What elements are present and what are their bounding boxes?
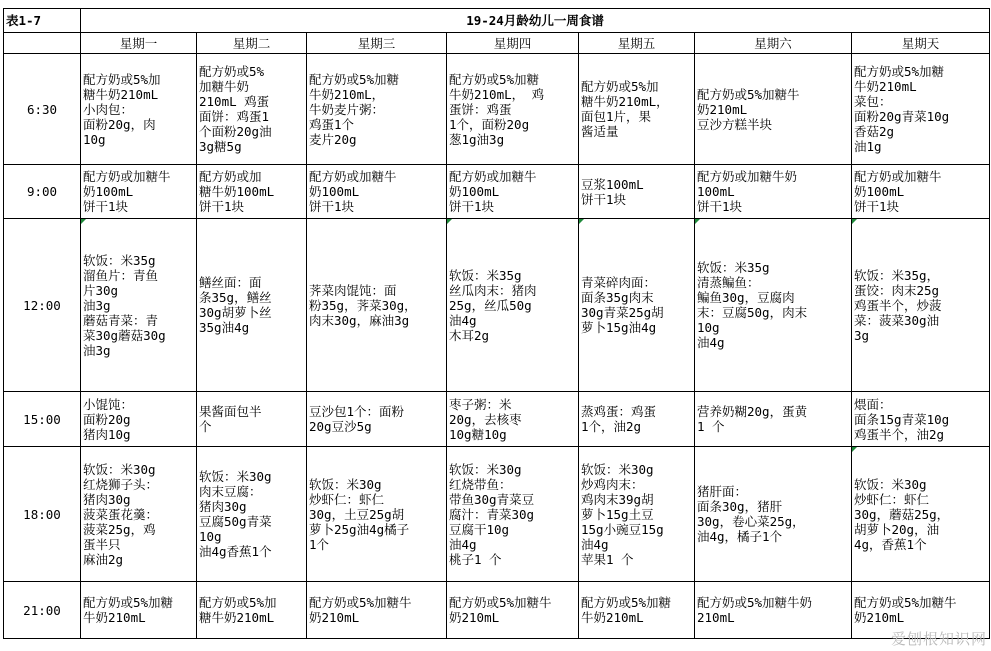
menu-cell[interactable] [852,392,990,447]
menu-cell-text: 豆沙包1个：面粉 20g豆沙5g [309,404,405,434]
menu-cell-text: 软饭：米30g 肉末豆腐： 猪肉30g 豆腐50g青菜 10g 油4g香蕉1个 [199,469,272,559]
menu-cell[interactable] [307,392,447,447]
menu-cell-text: 软饭：米30g 炒鸡肉末： 鸡肉末39g胡 萝卜15g土豆 15g小豌豆15g 油4g 苹果1 个 [581,461,664,567]
day-header[interactable]: 星期三 [307,33,447,54]
menu-cell-text: 配方奶或5%加 糖牛奶210mL [199,595,277,625]
menu-cell-text: 蒸鸡蛋：鸡蛋 1个，油2g [581,404,657,434]
menu-cell-text: 软饭：米30g 红烧带鱼： 带鱼30g青菜豆 腐汁：青菜30g 豆腐干10g 油4g 桃子1 个 [449,461,535,567]
menu-cell[interactable] [447,54,579,165]
day-header-row [4,33,990,54]
meal-row [4,219,990,392]
table-title[interactable]: 19-24月龄幼儿一周食谱 [81,9,990,33]
menu-cell[interactable] [579,165,695,219]
meal-row [4,392,990,447]
menu-cell-text: 软饭：米30g 红烧狮子头： 猪肉30g 菠菜蛋花羹： 菠菜25g，鸡 蛋半只 麻油2g [83,461,159,567]
menu-cell[interactable] [81,447,197,582]
menu-cell-text: 配方奶或5%加糖 牛奶210mL， 鸡 蛋饼：鸡蛋 1个，面粉20g 葱1g油3g [449,71,545,147]
menu-cell-text: 配方奶或5% 加糖牛奶 210mL 鸡蛋 面饼：鸡蛋1 个面粉20g油 3g糖5g [199,64,272,154]
menu-cell-text: 软饭：米30g 炒虾仁：虾仁 30g，蘑菇25g， 胡萝卜20g，油 4g，香蕉1个 [854,476,950,552]
meal-row [4,447,990,582]
menu-cell-text: 配方奶或5%加糖 牛奶210mL [581,595,672,625]
menu-cell[interactable] [307,582,447,639]
meal-time-cell[interactable]: 9:00 [4,165,81,219]
day-header[interactable]: 星期天 [852,33,990,54]
meal-time-cell[interactable]: 6:30 [4,54,81,165]
menu-cell[interactable] [197,582,307,639]
menu-cell[interactable] [81,392,197,447]
day-header[interactable]: 星期五 [579,33,695,54]
meal-time-cell[interactable]: 21:00 [4,582,81,639]
day-header[interactable]: 星期一 [81,33,197,54]
menu-cell-text: 配方奶或5%加糖牛 奶210mL 豆沙方糕半块 [697,86,800,132]
menu-cell-text: 配方奶或加糖牛奶 100mL 饼干1块 [697,169,798,214]
cell-note-marker-icon [852,219,857,224]
menu-cell[interactable] [307,165,447,219]
menu-cell-text: 鳝丝面：面 条35g，鳝丝 30g胡萝卜丝 35g油4g [199,275,272,335]
menu-cell[interactable] [695,447,852,582]
meal-row [4,54,990,165]
menu-cell[interactable] [447,582,579,639]
menu-cell-text: 配方奶或5%加糖 牛奶210mL， 牛奶麦片粥： 鸡蛋1个 麦片20g [309,71,400,147]
menu-cell-text: 软饭：米35g 丝瓜肉末：猪肉 25g，丝瓜50g 油4g 木耳2g [449,267,537,343]
menu-cell-text: 配方奶或5%加糖牛奶 210mL [697,595,813,625]
menu-cell[interactable] [307,447,447,582]
menu-cell[interactable] [81,165,197,219]
menu-cell[interactable] [81,219,197,392]
menu-cell[interactable] [447,447,579,582]
menu-cell-text: 配方奶或加糖牛 奶100mL 饼干1块 [854,169,942,214]
day-header[interactable]: 星期六 [695,33,852,54]
menu-cell[interactable] [852,165,990,219]
header-blank-cell[interactable] [4,33,81,54]
menu-cell-text: 猪肝面： 面条30g，猪肝 30g，卷心菜25g， 油4g，橘子1个 [697,484,805,544]
menu-cell-text: 配方奶或5%加糖牛 奶210mL [854,595,957,625]
menu-cell[interactable] [695,392,852,447]
day-header[interactable]: 星期二 [197,33,307,54]
menu-cell[interactable] [447,392,579,447]
meal-time-cell[interactable]: 18:00 [4,447,81,582]
menu-cell[interactable] [197,447,307,582]
menu-cell[interactable] [197,392,307,447]
menu-cell[interactable] [579,54,695,165]
cell-note-marker-icon [852,447,857,452]
menu-cell[interactable] [197,165,307,219]
site-watermark: 爱刨根知识网 [890,630,987,648]
menu-cell-text: 小馄饨： 面粉20g 猪肉10g [83,396,134,442]
menu-cell-text: 软饭：米35g， 蛋饺：肉末25g 鸡蛋半个，炒菠 菜：菠菜30g油 3g [854,267,942,343]
menu-cell[interactable] [447,165,579,219]
meal-time-cell[interactable]: 12:00 [4,219,81,392]
menu-cell-text: 配方奶或5%加糖 牛奶210mL [83,595,174,625]
menu-cell[interactable] [81,54,197,165]
cell-note-marker-icon [447,219,452,224]
menu-cell-text: 配方奶或5%加糖牛 奶210mL [449,595,552,625]
menu-cell[interactable] [579,447,695,582]
menu-cell[interactable] [695,54,852,165]
menu-cell[interactable] [81,582,197,639]
menu-cell-text: 配方奶或5%加糖 牛奶210mL 菜包： 面粉20g青菜10g 香菇2g 油1g [854,64,950,154]
menu-cell-text: 煨面： 面条15g青菜10g 鸡蛋半个，油2g [854,396,950,442]
menu-cell-text: 配方奶或加糖牛 奶100mL 饼干1块 [449,169,537,214]
menu-cell-text: 荠菜肉馄饨：面 粉35g，荠菜30g， 肉末30g，麻油3g [309,282,417,328]
menu-cell[interactable] [695,165,852,219]
menu-cell[interactable] [852,54,990,165]
cell-note-marker-icon [81,219,86,224]
menu-cell[interactable] [579,582,695,639]
menu-cell[interactable] [579,392,695,447]
menu-cell[interactable] [695,582,852,639]
menu-cell-text: 配方奶或加 糖牛奶100mL 饼干1块 [199,169,275,214]
menu-cell[interactable] [579,219,695,392]
menu-cell[interactable] [695,219,852,392]
menu-cell[interactable] [447,219,579,392]
weekly-menu-table [3,8,990,639]
meal-time-cell[interactable]: 15:00 [4,392,81,447]
meal-row [4,165,990,219]
menu-cell-text: 配方奶或5%加 糖牛奶210mL 小肉包： 面粉20g，肉 10g [83,71,161,147]
day-header[interactable]: 星期四 [447,33,579,54]
menu-cell[interactable] [307,219,447,392]
menu-cell-text: 果酱面包半 个 [199,404,262,434]
table-number-label[interactable]: 表1-7 [4,9,81,33]
menu-cell[interactable] [307,54,447,165]
menu-cell-text: 配方奶或5%加 糖牛奶210mL， 面包1片，果 酱适量 [581,79,669,139]
menu-cell[interactable] [852,447,990,582]
menu-cell-text: 配方奶或5%加糖牛 奶210mL [309,595,412,625]
menu-cell[interactable] [852,219,990,392]
menu-cell-text: 豆浆100mL 饼干1块 [581,176,644,207]
cell-note-marker-icon [695,219,700,224]
menu-cell-text: 软饭：米35g 清蒸鳊鱼： 鳊鱼30g，豆腐肉 末：豆腐50g，肉末 10g 油4g [697,260,808,350]
menu-cell-text: 营养奶糊20g，蛋黄 1 个 [697,404,808,434]
menu-cell-text: 配方奶或加糖牛 奶100mL 饼干1块 [83,169,171,214]
menu-cell[interactable] [197,219,307,392]
menu-cell-text: 青菜碎肉面： 面条35g肉末 30g青菜25g胡 萝卜15g油4g [581,275,664,335]
cell-note-marker-icon [579,219,584,224]
menu-cell[interactable] [197,54,307,165]
menu-cell-text: 软饭：米35g 溜鱼片：青鱼 片30g 油3g 蘑菇青菜：青 菜30g蘑菇30g 油3g [83,252,166,358]
menu-cell-text: 配方奶或加糖牛 奶100mL 饼干1块 [309,169,397,214]
meal-row [4,582,990,639]
menu-cell-text: 软饭：米30g 炒虾仁：虾仁 30g，土豆25g胡 萝卜25g油4g橘子 1个 [309,476,410,552]
menu-cell-text: 枣子粥：米 20g，去核枣 10g糖10g [449,396,522,442]
